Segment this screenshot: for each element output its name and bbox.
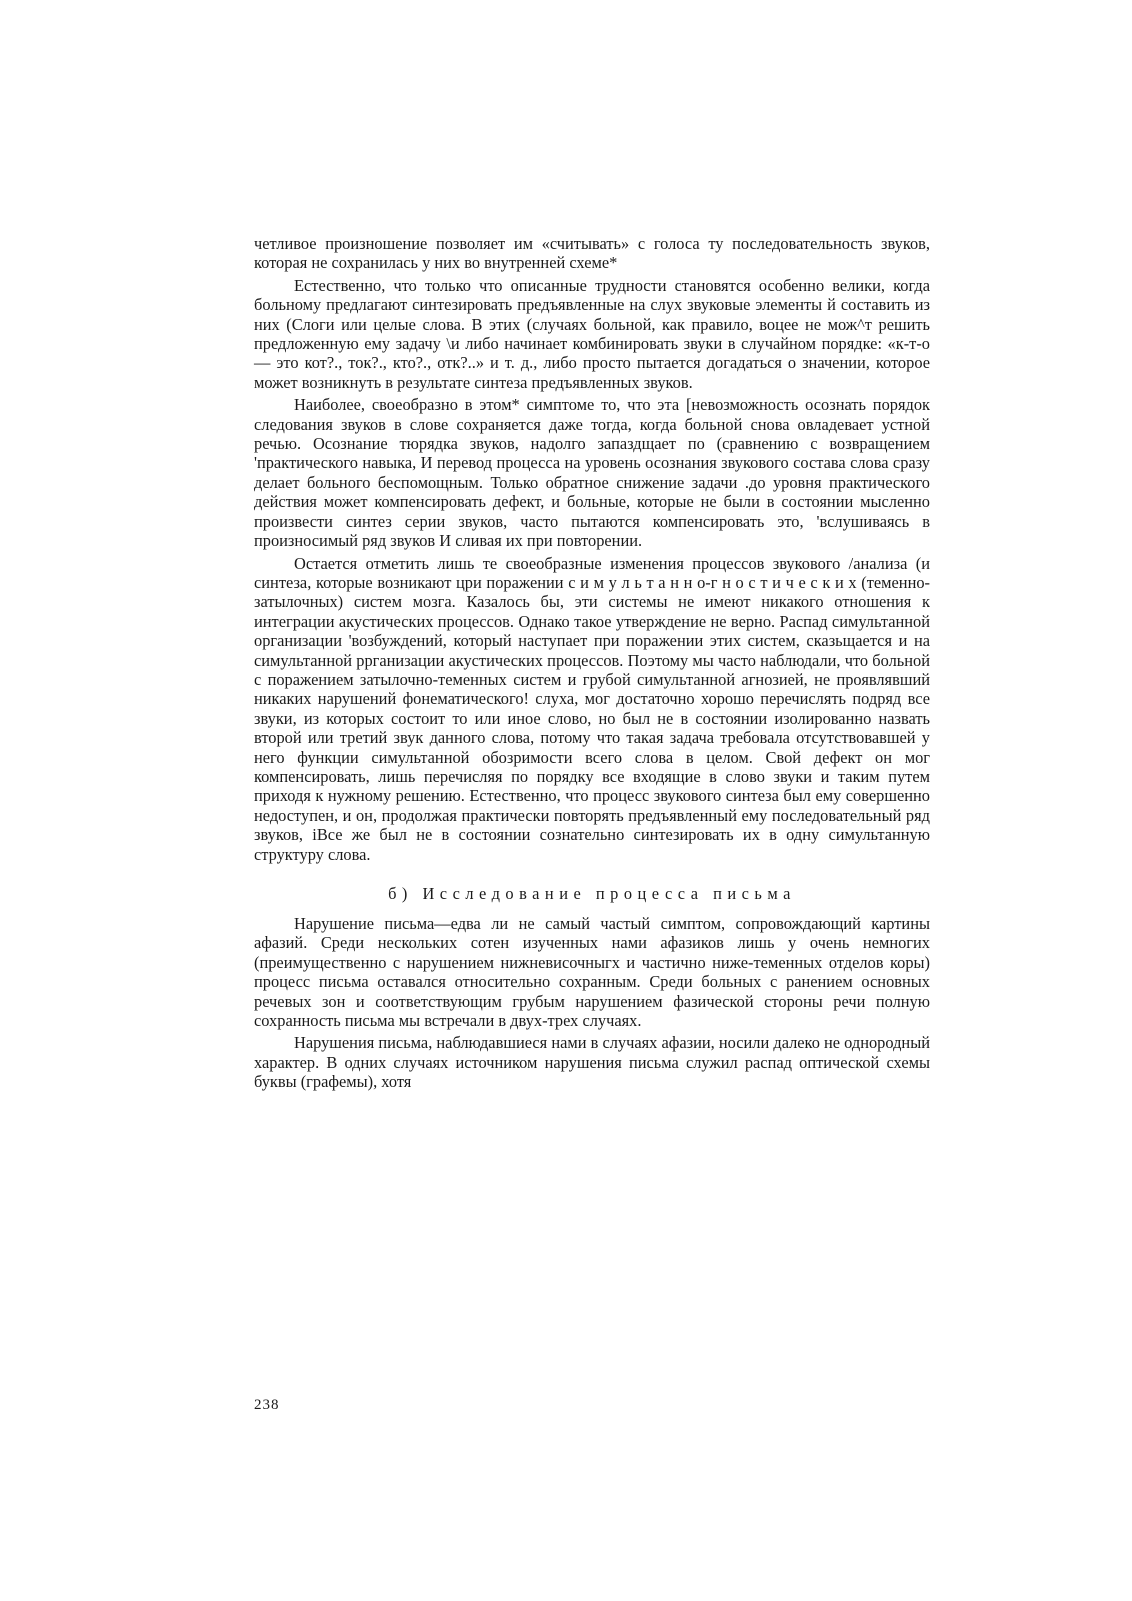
page-number: 238 [254,1397,280,1413]
paragraph: Наиболее, своеобразно в этом* симптоме то, что эта [невозможность осознать порядок следования звуков в слове сохраняется даже тогда, когда больной снова овладевает устной речью. Осознание тюрядка звуков, надолго запаздщает по (сравнению с возвращением 'практического навыка, И перевод процесса на уровень осознания звукового состава слова сразу делает больного беспомощным. Только обратное снижение задачи .до уровня практического действия может компенсировать дефект, и больные, которые не были в состоянии мысленно произвести синтез серии звуков, часто пытаются компенсировать это, 'вслушиваясь в произносимый ряд звуков И сливая их при повторении. [254,395,930,551]
paragraph: четливое произношение позволяет им «считывать» с голоса ту последовательность звуков, которая не сохранилась у них во внутренней схеме* [254,234,930,273]
section-heading: б) Исследование процесса письма [388,884,796,903]
paragraph: Нарушения письма, наблюдавшиеся нами в случаях афазии, носили далеко не однородный характер. В одних случаях источником нарушения письма служил распад оптической схемы буквы (графемы), хотя [254,1033,930,1092]
page-body [254,234,930,1092]
paragraph: Остается отметить лишь те своеобразные изменения процессов звукового /анализа (и синтеза, которые возникают цри поражении с и м у л ь т а н н о-г н о с т и ч е с к и х (теменно-затылочных) систем мозга. Казалось бы, эти системы не имеют никакого отношения к интеграции акустических процессов. Однако такое утверждение не верно. Распад симультанной организации 'возбуждений, который наступает при поражении этих систем, сказьщается и на симультанной ррганизации акустических процессов. Поэтому мы часто наблюдали, что больной с поражением затылочно-теменных систем и грубой симультанной агнозией, не проявлявший никаких нарушений фонематического! слуха, мог достаточно хорошо перечислять подряд все звуки, из которых состоит то или иное слово, но был не в состоянии изолированно назвать второй или третий звук данного слова, потому что такая задача требовала отсутствовавшей у него функции симультанной обозримости всего слова в целом. Свой дефект он мог компенсировать, лишь перечисляя по порядку все входящие в слово звуки и таким путем приходя к нужному решению. Естественно, что процесс звукового синтеза был ему совершенно недоступен, и он, продолжая практически повторять предъявленный ему последовательный ряд звуков, iВсе же был не в состоянии сознательно синтезировать их в одну симультанную структуру слова. [254,553,930,864]
paragraph: Нарушение письма—едва ли не самый частый симптом, сопровождающий картины афазий. Среди нескольких сотен изученных нами афазиков лишь у очень немногих (преимущественно с нарушением нижневисочныгх и частично ниже-теменных отделов коры) процесс письма оставался относительно сохранным. Среди больных с ранением основных речевых зон и соответствующим грубым нарушением фазической стороны речи полную сохранность письма мы встречали в двух-трех случаях. [254,914,930,1031]
paragraph: Естественно, что только что описанные трудности становятся особенно велики, когда больному предлагают синтезировать предъявленные на слух звуковые элементы й составить из них (Слоги или целые слова. В этих (случаях больной, как правило, воцее не мож^т решить предложенную ему задачу \и либо начинает комбинировать звуки в случайном порядке: «к-т-о — это кот?., ток?., кто?., отк?..» и т. д., либо просто пытается догадаться о значении, которое может возникнуть в результате синтеза предъявленных звуков. [254,275,930,392]
